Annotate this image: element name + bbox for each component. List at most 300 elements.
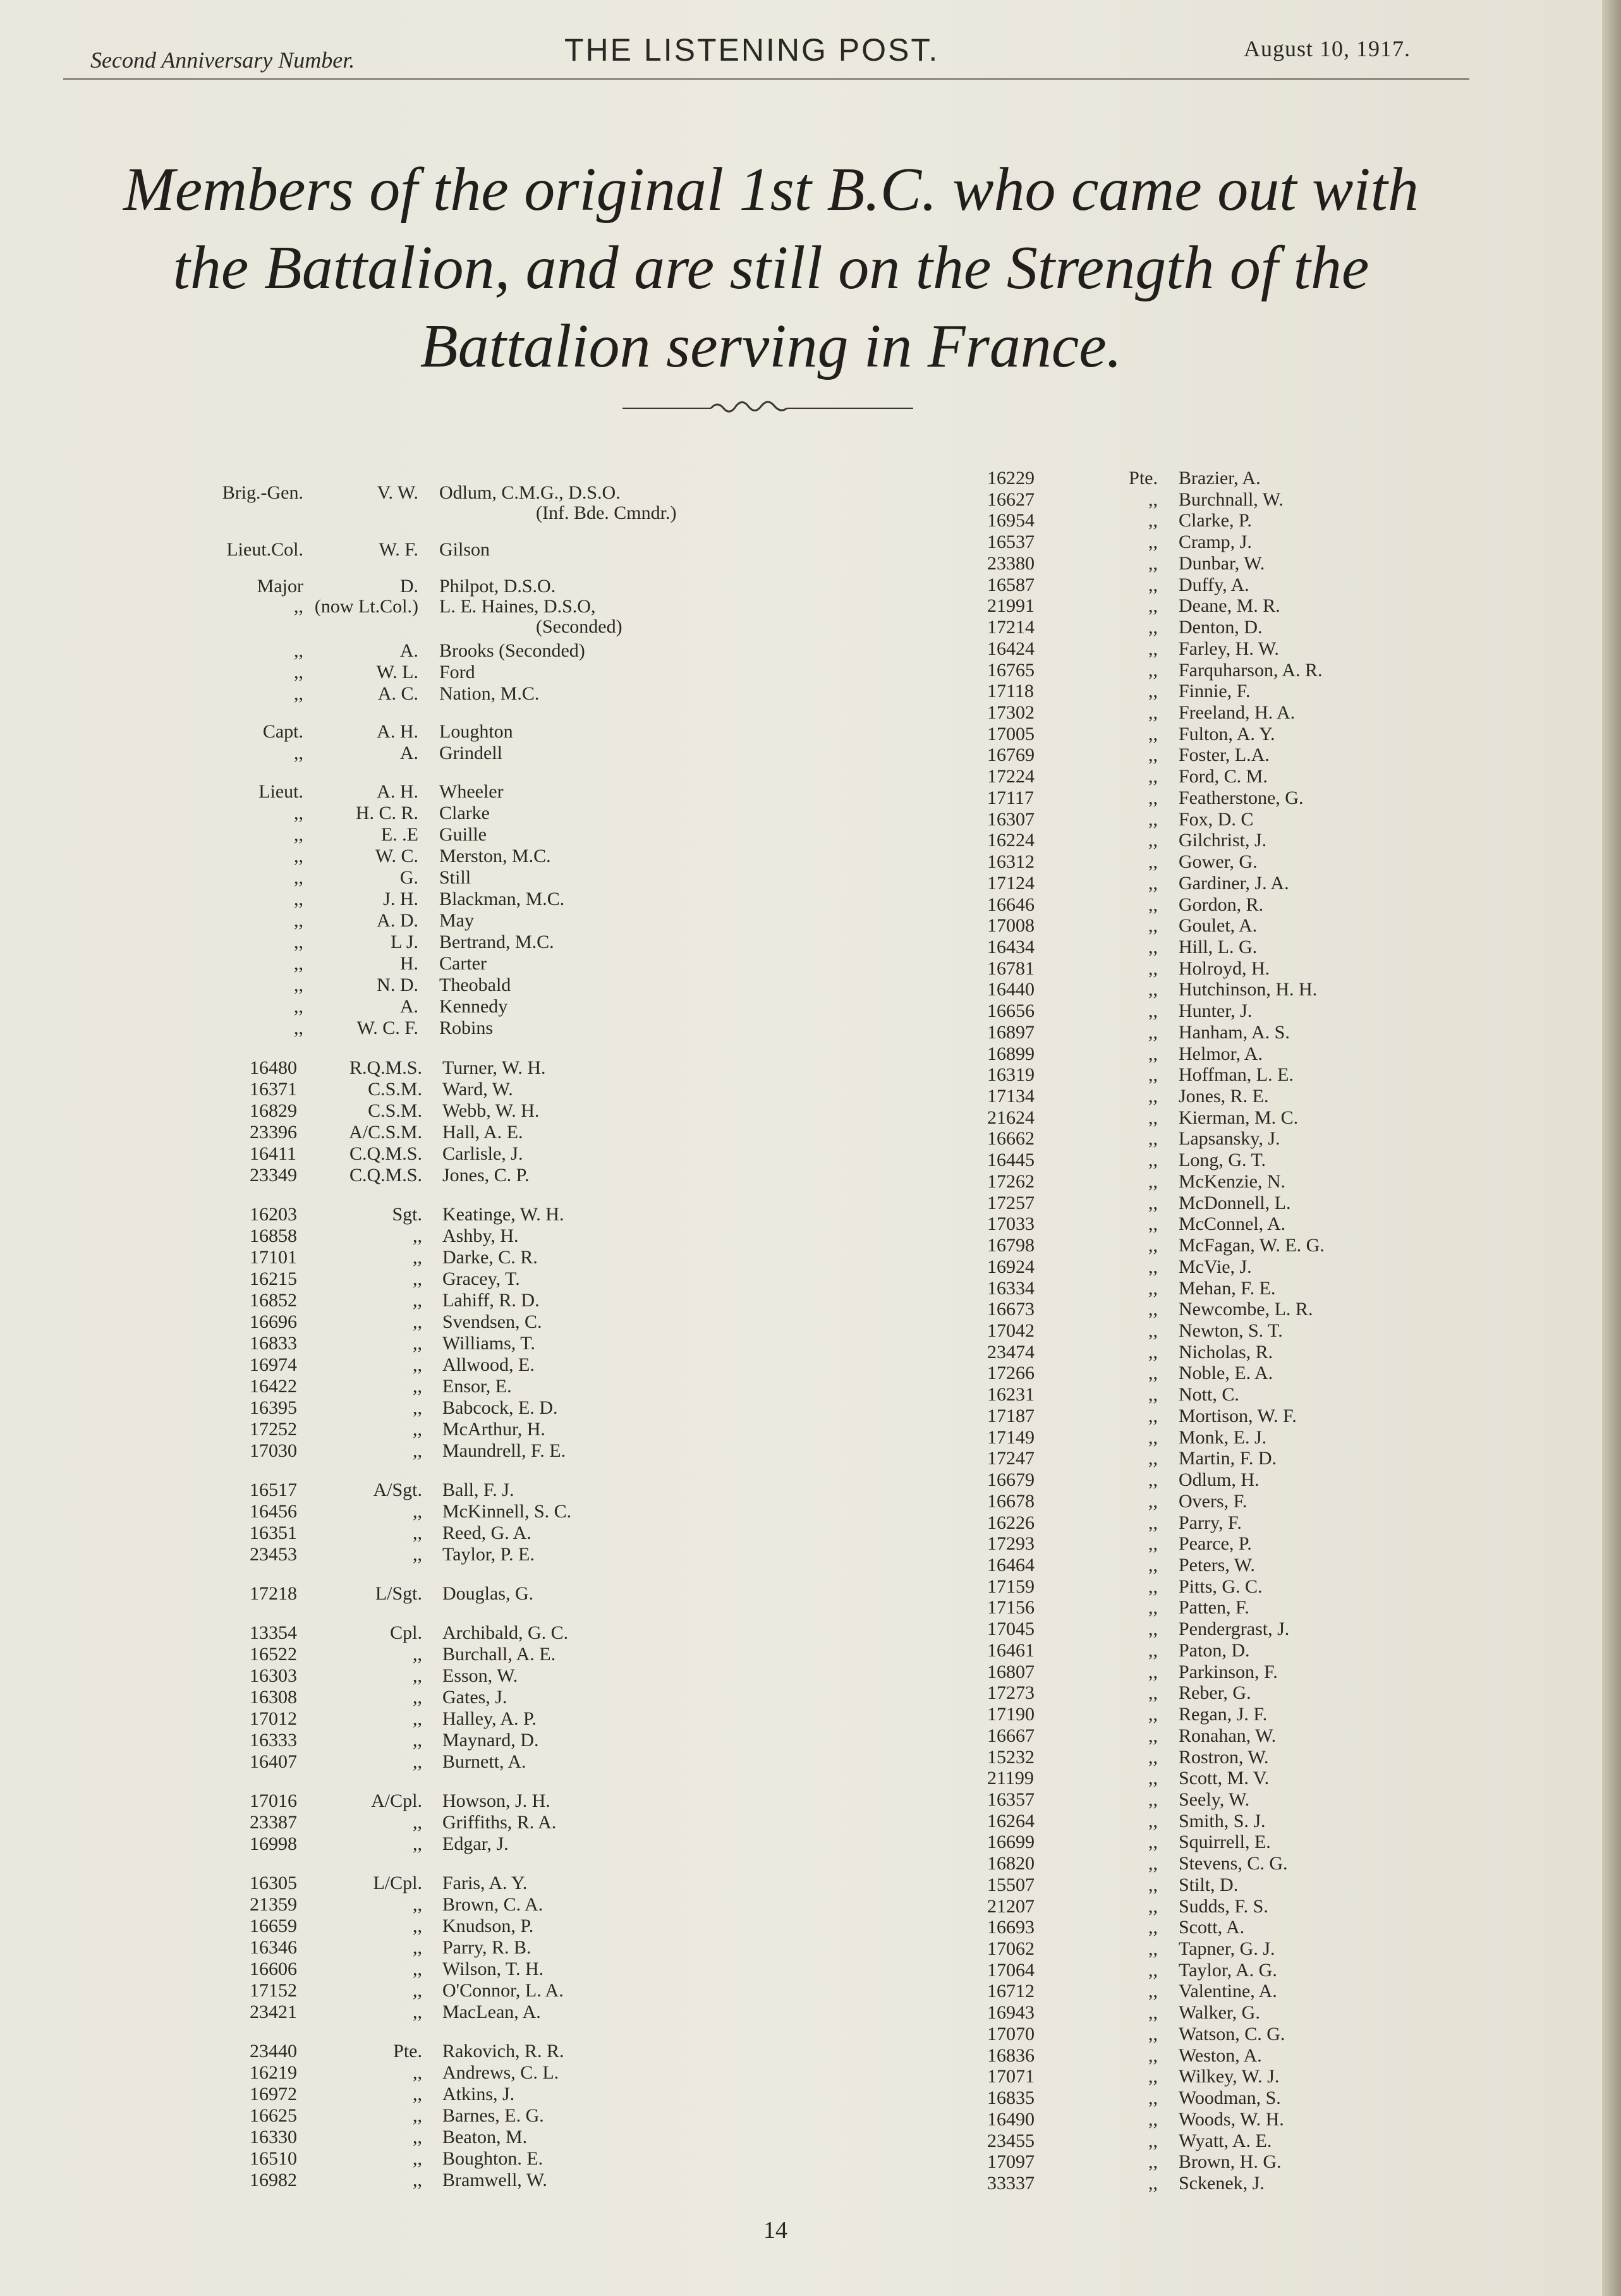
rank: L/Cpl. — [373, 1873, 422, 1893]
rank: ,, — [1148, 1448, 1158, 1469]
rank: Cpl. — [390, 1622, 422, 1643]
officer-name: Theobald — [439, 975, 511, 995]
service-number: 16699 — [987, 1831, 1035, 1852]
soldier-name: Sudds, F. S. — [1179, 1896, 1268, 1917]
service-number: 16943 — [987, 2002, 1035, 2023]
service-number: 15232 — [987, 1747, 1035, 1768]
soldier-name: Reed, G. A. — [442, 1522, 531, 1543]
soldier-name: Barnes, E. G. — [442, 2105, 544, 2126]
officer-initials: N. D. — [377, 975, 418, 995]
rank: ,, — [1148, 1853, 1158, 1874]
rank: ,, — [1148, 595, 1158, 616]
rank: ,, — [413, 1290, 422, 1311]
soldier-name: Sckenek, J. — [1179, 2173, 1265, 2194]
rank: ,, — [1148, 979, 1158, 1000]
service-number: 16625 — [250, 2105, 297, 2126]
service-number: 16829 — [250, 1100, 297, 1121]
service-number: 16517 — [250, 1479, 297, 1500]
service-number: 16510 — [250, 2148, 297, 2169]
service-number: 17064 — [987, 1960, 1035, 1981]
rank: ,, — [1148, 1213, 1158, 1234]
officer-initials: A. C. — [377, 683, 418, 704]
service-number: 16440 — [987, 979, 1035, 1000]
service-number: 16769 — [987, 744, 1035, 765]
soldier-name: Hoffman, L. E. — [1179, 1064, 1294, 1085]
soldier-name: Smith, S. J. — [1179, 1811, 1266, 1831]
soldier-name: Jones, R. E. — [1179, 1086, 1269, 1107]
service-number: 16434 — [987, 937, 1035, 957]
rank: ,, — [1148, 1320, 1158, 1341]
soldier-name: Kierman, M. C. — [1179, 1107, 1299, 1128]
service-number: 16627 — [987, 489, 1035, 510]
soldier-name: Foster, L.A. — [1179, 744, 1270, 765]
soldier-name: Hall, A. E. — [442, 1122, 523, 1143]
rank: ,, — [413, 1751, 422, 1772]
soldier-name: Valentine, A. — [1179, 1981, 1277, 2001]
service-number: 16480 — [250, 1057, 297, 1078]
rank: ,, — [1148, 1555, 1158, 1576]
soldier-name: Ronahan, W. — [1179, 1725, 1277, 1746]
service-number: 16224 — [987, 830, 1035, 851]
soldier-name: Burnett, A. — [442, 1751, 526, 1772]
service-number: 23440 — [250, 2041, 297, 2062]
service-number: 17302 — [987, 702, 1035, 723]
rank: ,, — [413, 2127, 422, 2147]
soldier-name: Babcock, E. D. — [442, 1397, 558, 1418]
service-number: 17045 — [987, 1619, 1035, 1639]
service-number: 16456 — [250, 1501, 297, 1522]
officer-name: May — [439, 910, 474, 931]
service-number: 17273 — [987, 1682, 1035, 1703]
rank: ,, — [413, 1397, 422, 1418]
page-number: 14 — [763, 2217, 787, 2244]
rank: ,, — [1148, 1682, 1158, 1703]
service-number: 16833 — [250, 1333, 297, 1354]
service-number: 16679 — [987, 1469, 1035, 1490]
service-number: 16646 — [987, 894, 1035, 915]
rank: Sgt. — [392, 1204, 422, 1225]
officer-initials: W. C. F. — [356, 1017, 418, 1038]
soldier-name: Edgar, J. — [442, 1833, 509, 1854]
soldier-name: Maundrell, F. E. — [442, 1440, 566, 1461]
service-number: 17071 — [987, 2066, 1035, 2087]
rank: ,, — [413, 2084, 422, 2105]
rank: ,, — [413, 1959, 422, 1979]
officer-rank: ,, — [294, 640, 303, 661]
header-issue: Second Anniversary Number. — [90, 47, 355, 73]
officer-rank: Lieut.Col. — [226, 539, 303, 560]
soldier-name: Overs, F. — [1179, 1491, 1248, 1512]
rank: ,, — [1148, 2066, 1158, 2087]
rank: ,, — [1148, 1086, 1158, 1107]
service-number: 16537 — [987, 531, 1035, 552]
soldier-name: Boughton. E. — [442, 2148, 543, 2169]
officer-initials: A. D. — [377, 910, 418, 931]
officer-initials: D. — [399, 576, 418, 597]
rank: ,, — [1148, 702, 1158, 723]
service-number: 16305 — [250, 1873, 297, 1893]
rank: ,, — [1148, 489, 1158, 510]
decorative-flourish-icon — [622, 392, 913, 417]
soldier-name: Wilson, T. H. — [442, 1959, 544, 1979]
rank: ,, — [413, 1708, 422, 1729]
service-number: 16972 — [250, 2084, 297, 2105]
service-number: 16781 — [987, 958, 1035, 979]
service-number: 16522 — [250, 1644, 297, 1665]
service-number: 21199 — [987, 1768, 1034, 1789]
officer-name: Clarke — [439, 803, 490, 823]
service-number: 16924 — [987, 1256, 1035, 1277]
soldier-name: Hanham, A. S. — [1179, 1022, 1290, 1043]
officer-rank: ,, — [294, 932, 303, 952]
rank: ,, — [1148, 1171, 1158, 1192]
service-number: 16264 — [987, 1811, 1035, 1831]
officer-name: Nation, M.C. — [439, 683, 540, 704]
service-number: 17134 — [987, 1086, 1035, 1107]
service-number: 16836 — [987, 2045, 1035, 2066]
officer-name: L. E. Haines, D.S.O, — [439, 596, 596, 617]
rank: A/Sgt. — [373, 1479, 422, 1500]
officer-initials: L J. — [391, 932, 418, 952]
soldier-name: Parry, F. — [1179, 1512, 1242, 1533]
rank: ,, — [413, 1730, 422, 1751]
officer-initials: A. — [399, 640, 418, 661]
rank: C.S.M. — [368, 1100, 422, 1121]
rank: ,, — [1148, 915, 1158, 936]
rank: ,, — [413, 1980, 422, 2001]
rank: A/C.S.M. — [349, 1122, 422, 1143]
rank: L/Sgt. — [375, 1583, 422, 1604]
service-number: 17124 — [987, 873, 1035, 894]
service-number: 23387 — [250, 1812, 297, 1833]
officer-initials: H. — [399, 953, 418, 974]
service-number: 17008 — [987, 915, 1035, 936]
service-number: 16445 — [987, 1150, 1035, 1170]
rank: ,, — [1148, 744, 1158, 765]
service-number: 17187 — [987, 1406, 1035, 1426]
officer-rank: ,, — [294, 803, 303, 823]
officer-initials: H. C. R. — [355, 803, 418, 823]
officer-name: Blackman, M.C. — [439, 889, 565, 909]
rank: ,, — [1148, 1128, 1158, 1149]
officer-initials: E. .E — [380, 824, 418, 845]
service-number: 16357 — [987, 1789, 1035, 1810]
soldier-name: Gordon, R. — [1179, 894, 1264, 915]
service-number: 16411 — [250, 1143, 296, 1164]
service-number: 17266 — [987, 1363, 1035, 1383]
rank: ,, — [413, 2062, 422, 2083]
service-number: 17159 — [987, 1576, 1035, 1597]
service-number: 17293 — [987, 1533, 1035, 1554]
soldier-name: Gilchrist, J. — [1179, 830, 1267, 851]
soldier-name: Odlum, H. — [1179, 1469, 1260, 1490]
rank: ,, — [1148, 830, 1158, 851]
soldier-name: Halley, A. P. — [442, 1708, 537, 1729]
service-number: 16899 — [987, 1043, 1035, 1064]
soldier-name: Ensor, E. — [442, 1376, 512, 1397]
soldier-name: Fulton, A. Y. — [1179, 724, 1275, 744]
officer-rank: ,, — [294, 953, 303, 974]
soldier-name: Nicholas, R. — [1179, 1342, 1273, 1363]
officer-initials: (now Lt.Col.) — [314, 596, 418, 617]
officer-rank: ,, — [294, 683, 303, 704]
service-number: 17016 — [250, 1790, 297, 1811]
service-number: 17257 — [987, 1193, 1035, 1213]
officer-name: Kennedy — [439, 996, 508, 1017]
soldier-name: Wilkey, W. J. — [1179, 2066, 1280, 2087]
service-number: 23421 — [250, 2001, 297, 2022]
soldier-name: Mortison, W. F. — [1179, 1406, 1297, 1426]
service-number: 16226 — [987, 1512, 1035, 1533]
service-number: 13354 — [250, 1622, 297, 1643]
rank: ,, — [1148, 1640, 1158, 1661]
soldier-name: Burchall, A. E. — [442, 1644, 556, 1665]
officer-rank: ,, — [294, 846, 303, 866]
service-number: 17252 — [250, 1419, 297, 1440]
soldier-name: McDonnell, L. — [1179, 1193, 1291, 1213]
soldier-name: Brown, H. G. — [1179, 2151, 1282, 2172]
soldier-name: Pitts, G. C. — [1179, 1576, 1263, 1597]
officer-rank: ,, — [294, 910, 303, 931]
soldier-name: Gardiner, J. A. — [1179, 873, 1289, 894]
soldier-name: Goulet, A. — [1179, 915, 1258, 936]
soldier-name: Parry, R. B. — [442, 1937, 531, 1958]
service-number: 16371 — [250, 1079, 297, 1100]
service-number: 16606 — [250, 1959, 297, 1979]
rank: ,, — [1148, 2024, 1158, 2044]
soldier-name: Fox, D. C — [1179, 809, 1254, 830]
service-number: 16807 — [987, 1661, 1035, 1682]
rank: ,, — [1148, 1363, 1158, 1383]
soldier-name: Woodman, S. — [1179, 2087, 1281, 2108]
rank: ,, — [1148, 1043, 1158, 1064]
service-number: 16333 — [250, 1730, 297, 1751]
rank: ,, — [1148, 574, 1158, 595]
soldier-name: Martin, F. D. — [1179, 1448, 1277, 1469]
soldier-name: Gracey, T. — [442, 1268, 520, 1289]
rank: ,, — [1148, 1256, 1158, 1277]
service-number: 23453 — [250, 1544, 297, 1565]
rank: ,, — [1148, 937, 1158, 957]
rank: ,, — [1148, 510, 1158, 531]
service-number: 16835 — [987, 2087, 1035, 2108]
soldier-name: Gates, J. — [442, 1687, 507, 1708]
officer-rank: ,, — [294, 662, 303, 683]
rank: ,, — [1148, 2173, 1158, 2194]
officer-rank: ,, — [294, 824, 303, 845]
officer-name: Loughton — [439, 721, 513, 742]
rank: ,, — [413, 1501, 422, 1522]
service-number: 17156 — [987, 1597, 1035, 1618]
rank: ,, — [1148, 1278, 1158, 1299]
officer-rank: ,, — [294, 996, 303, 1017]
service-number: 17005 — [987, 724, 1035, 744]
rank: C.S.M. — [368, 1079, 422, 1100]
soldier-name: Walker, G. — [1179, 2002, 1260, 2023]
soldier-name: Turner, W. H. — [442, 1057, 546, 1078]
officer-rank: Lieut. — [258, 781, 303, 802]
soldier-name: Squirrell, E. — [1179, 1831, 1271, 1852]
soldier-name: Pendergrast, J. — [1179, 1619, 1290, 1639]
service-number: 17062 — [987, 1938, 1035, 1959]
rank: ,, — [1148, 1981, 1158, 2001]
service-number: 16656 — [987, 1000, 1035, 1021]
rank: ,, — [1148, 1342, 1158, 1363]
rank: ,, — [1148, 1469, 1158, 1490]
officer-name: Wheeler — [439, 781, 504, 802]
rank: ,, — [413, 1833, 422, 1854]
rank: ,, — [1148, 1960, 1158, 1981]
soldier-name: McVie, J. — [1179, 1256, 1252, 1277]
soldier-name: Stilt, D. — [1179, 1874, 1239, 1895]
rank: ,, — [413, 1376, 422, 1397]
service-number: 21359 — [250, 1894, 297, 1915]
soldier-name: Ball, F. J. — [442, 1479, 514, 1500]
service-number: 16307 — [987, 809, 1035, 830]
rank: ,, — [1148, 1619, 1158, 1639]
service-number: 16203 — [250, 1204, 297, 1225]
soldier-name: Brown, C. A. — [442, 1894, 543, 1915]
service-number: 17101 — [250, 1247, 297, 1268]
rank: ,, — [1148, 1533, 1158, 1554]
officer-initials: A. — [399, 996, 418, 1017]
soldier-name: Helmor, A. — [1179, 1043, 1263, 1064]
soldier-name: Weston, A. — [1179, 2045, 1262, 2066]
service-number: 16678 — [987, 1491, 1035, 1512]
service-number: 16798 — [987, 1235, 1035, 1256]
service-number: 23455 — [987, 2130, 1035, 2151]
rank: ,, — [413, 1894, 422, 1915]
soldier-name: Gower, G. — [1179, 851, 1258, 872]
service-number: 17224 — [987, 766, 1035, 787]
officer-initials: G. — [399, 867, 418, 888]
rank: ,, — [413, 1544, 422, 1565]
service-number: 16673 — [987, 1299, 1035, 1320]
rank: ,, — [1148, 553, 1158, 574]
rank: ,, — [1148, 2130, 1158, 2151]
rank: Pte. — [1129, 468, 1158, 489]
service-number: 16461 — [987, 1640, 1035, 1661]
rank: ,, — [413, 2170, 422, 2190]
officer-initials: V. W. — [377, 482, 418, 503]
rank: ,, — [1148, 1831, 1158, 1852]
rank: ,, — [1148, 1022, 1158, 1043]
service-number: 16858 — [250, 1225, 297, 1246]
soldier-name: Ward, W. — [442, 1079, 513, 1100]
officer-initials: A. H. — [377, 781, 418, 802]
service-number: 17117 — [987, 787, 1034, 808]
soldier-name: Newcombe, L. R. — [1179, 1299, 1313, 1320]
soldier-name: Taylor, P. E. — [442, 1544, 535, 1565]
officer-name: Bertrand, M.C. — [439, 932, 554, 952]
service-number: 33337 — [987, 2173, 1035, 2194]
rank: ,, — [1148, 1917, 1158, 1938]
officer-initials: A. — [399, 743, 418, 763]
service-number: 16712 — [987, 1981, 1035, 2001]
service-number: 16346 — [250, 1937, 297, 1958]
service-number: 16696 — [250, 1311, 297, 1332]
soldier-name: Svendsen, C. — [442, 1311, 542, 1332]
soldier-name: Finnie, F. — [1179, 681, 1251, 702]
rank: ,, — [1148, 1768, 1158, 1789]
rank: ,, — [413, 1687, 422, 1708]
rank: ,, — [413, 1225, 422, 1246]
soldier-name: Scott, M. V. — [1179, 1768, 1270, 1789]
rank: ,, — [413, 1522, 422, 1543]
rank: Pte. — [393, 2041, 422, 2062]
rank: ,, — [1148, 1661, 1158, 1682]
officer-rank: ,, — [294, 975, 303, 995]
service-number: 16693 — [987, 1917, 1035, 1938]
rank: ,, — [1148, 1235, 1158, 1256]
rank: ,, — [1148, 1747, 1158, 1768]
service-number: 23349 — [250, 1165, 297, 1186]
rank: ,, — [413, 1311, 422, 1332]
service-number: 23396 — [250, 1122, 297, 1143]
soldier-name: Farquharson, A. R. — [1179, 660, 1323, 681]
service-number: 16490 — [987, 2109, 1035, 2130]
page-title — [51, 150, 1491, 386]
officer-rank: Major — [257, 576, 303, 597]
soldier-name: Griffiths, R. A. — [442, 1812, 557, 1833]
rank: ,, — [413, 1937, 422, 1958]
rank: C.Q.M.S. — [349, 1143, 422, 1164]
soldier-name: Douglas, G. — [442, 1583, 534, 1604]
title-line-1: Members of the original 1st B.C. who came out with — [123, 155, 1419, 224]
soldier-name: Patten, F. — [1179, 1597, 1249, 1618]
soldier-name: Hutchinson, H. H. — [1179, 979, 1318, 1000]
soldier-name: Williams, T. — [442, 1333, 535, 1354]
officer-rank: ,, — [294, 867, 303, 888]
soldier-name: Scott, A. — [1179, 1917, 1245, 1938]
soldier-name: Brazier, A. — [1179, 468, 1261, 489]
rank: ,, — [1148, 873, 1158, 894]
soldier-name: Bramwell, W. — [442, 2170, 547, 2190]
title-line-3: Battalion serving in France. — [420, 312, 1122, 380]
service-number: 17214 — [987, 617, 1035, 638]
rank: ,, — [413, 1333, 422, 1354]
soldier-name: Mehan, F. E. — [1179, 1278, 1276, 1299]
rank: ,, — [1148, 1874, 1158, 1895]
soldier-name: Holroyd, H. — [1179, 958, 1270, 979]
soldier-name: Woods, W. H. — [1179, 2109, 1284, 2130]
rank: ,, — [1148, 1725, 1158, 1746]
service-number: 16395 — [250, 1397, 297, 1418]
rank: ,, — [413, 1812, 422, 1833]
officer-name: Grindell — [439, 743, 502, 763]
service-number: 16765 — [987, 660, 1035, 681]
officer-rank: ,, — [294, 1017, 303, 1038]
service-number: 17262 — [987, 1171, 1035, 1192]
soldier-name: Darke, C. R. — [442, 1247, 538, 1268]
rank: ,, — [1148, 1597, 1158, 1618]
page-edge-shadow — [1602, 0, 1621, 2296]
service-number: 16667 — [987, 1725, 1035, 1746]
service-number: 16974 — [250, 1354, 297, 1375]
officer-name: (Seconded) — [536, 616, 622, 637]
service-number: 16897 — [987, 1022, 1035, 1043]
service-number: 17118 — [987, 681, 1034, 702]
service-number: 16954 — [987, 510, 1035, 531]
soldier-name: Keatinge, W. H. — [442, 1204, 564, 1225]
soldier-name: Carlisle, J. — [442, 1143, 523, 1164]
header-masthead: THE LISTENING POST. — [564, 32, 940, 68]
soldier-name: Noble, E. A. — [1179, 1363, 1273, 1383]
officer-name: Ford — [439, 662, 475, 683]
rank: ,, — [1148, 1896, 1158, 1917]
rank: C.Q.M.S. — [349, 1165, 422, 1186]
service-number: 17042 — [987, 1320, 1035, 1341]
